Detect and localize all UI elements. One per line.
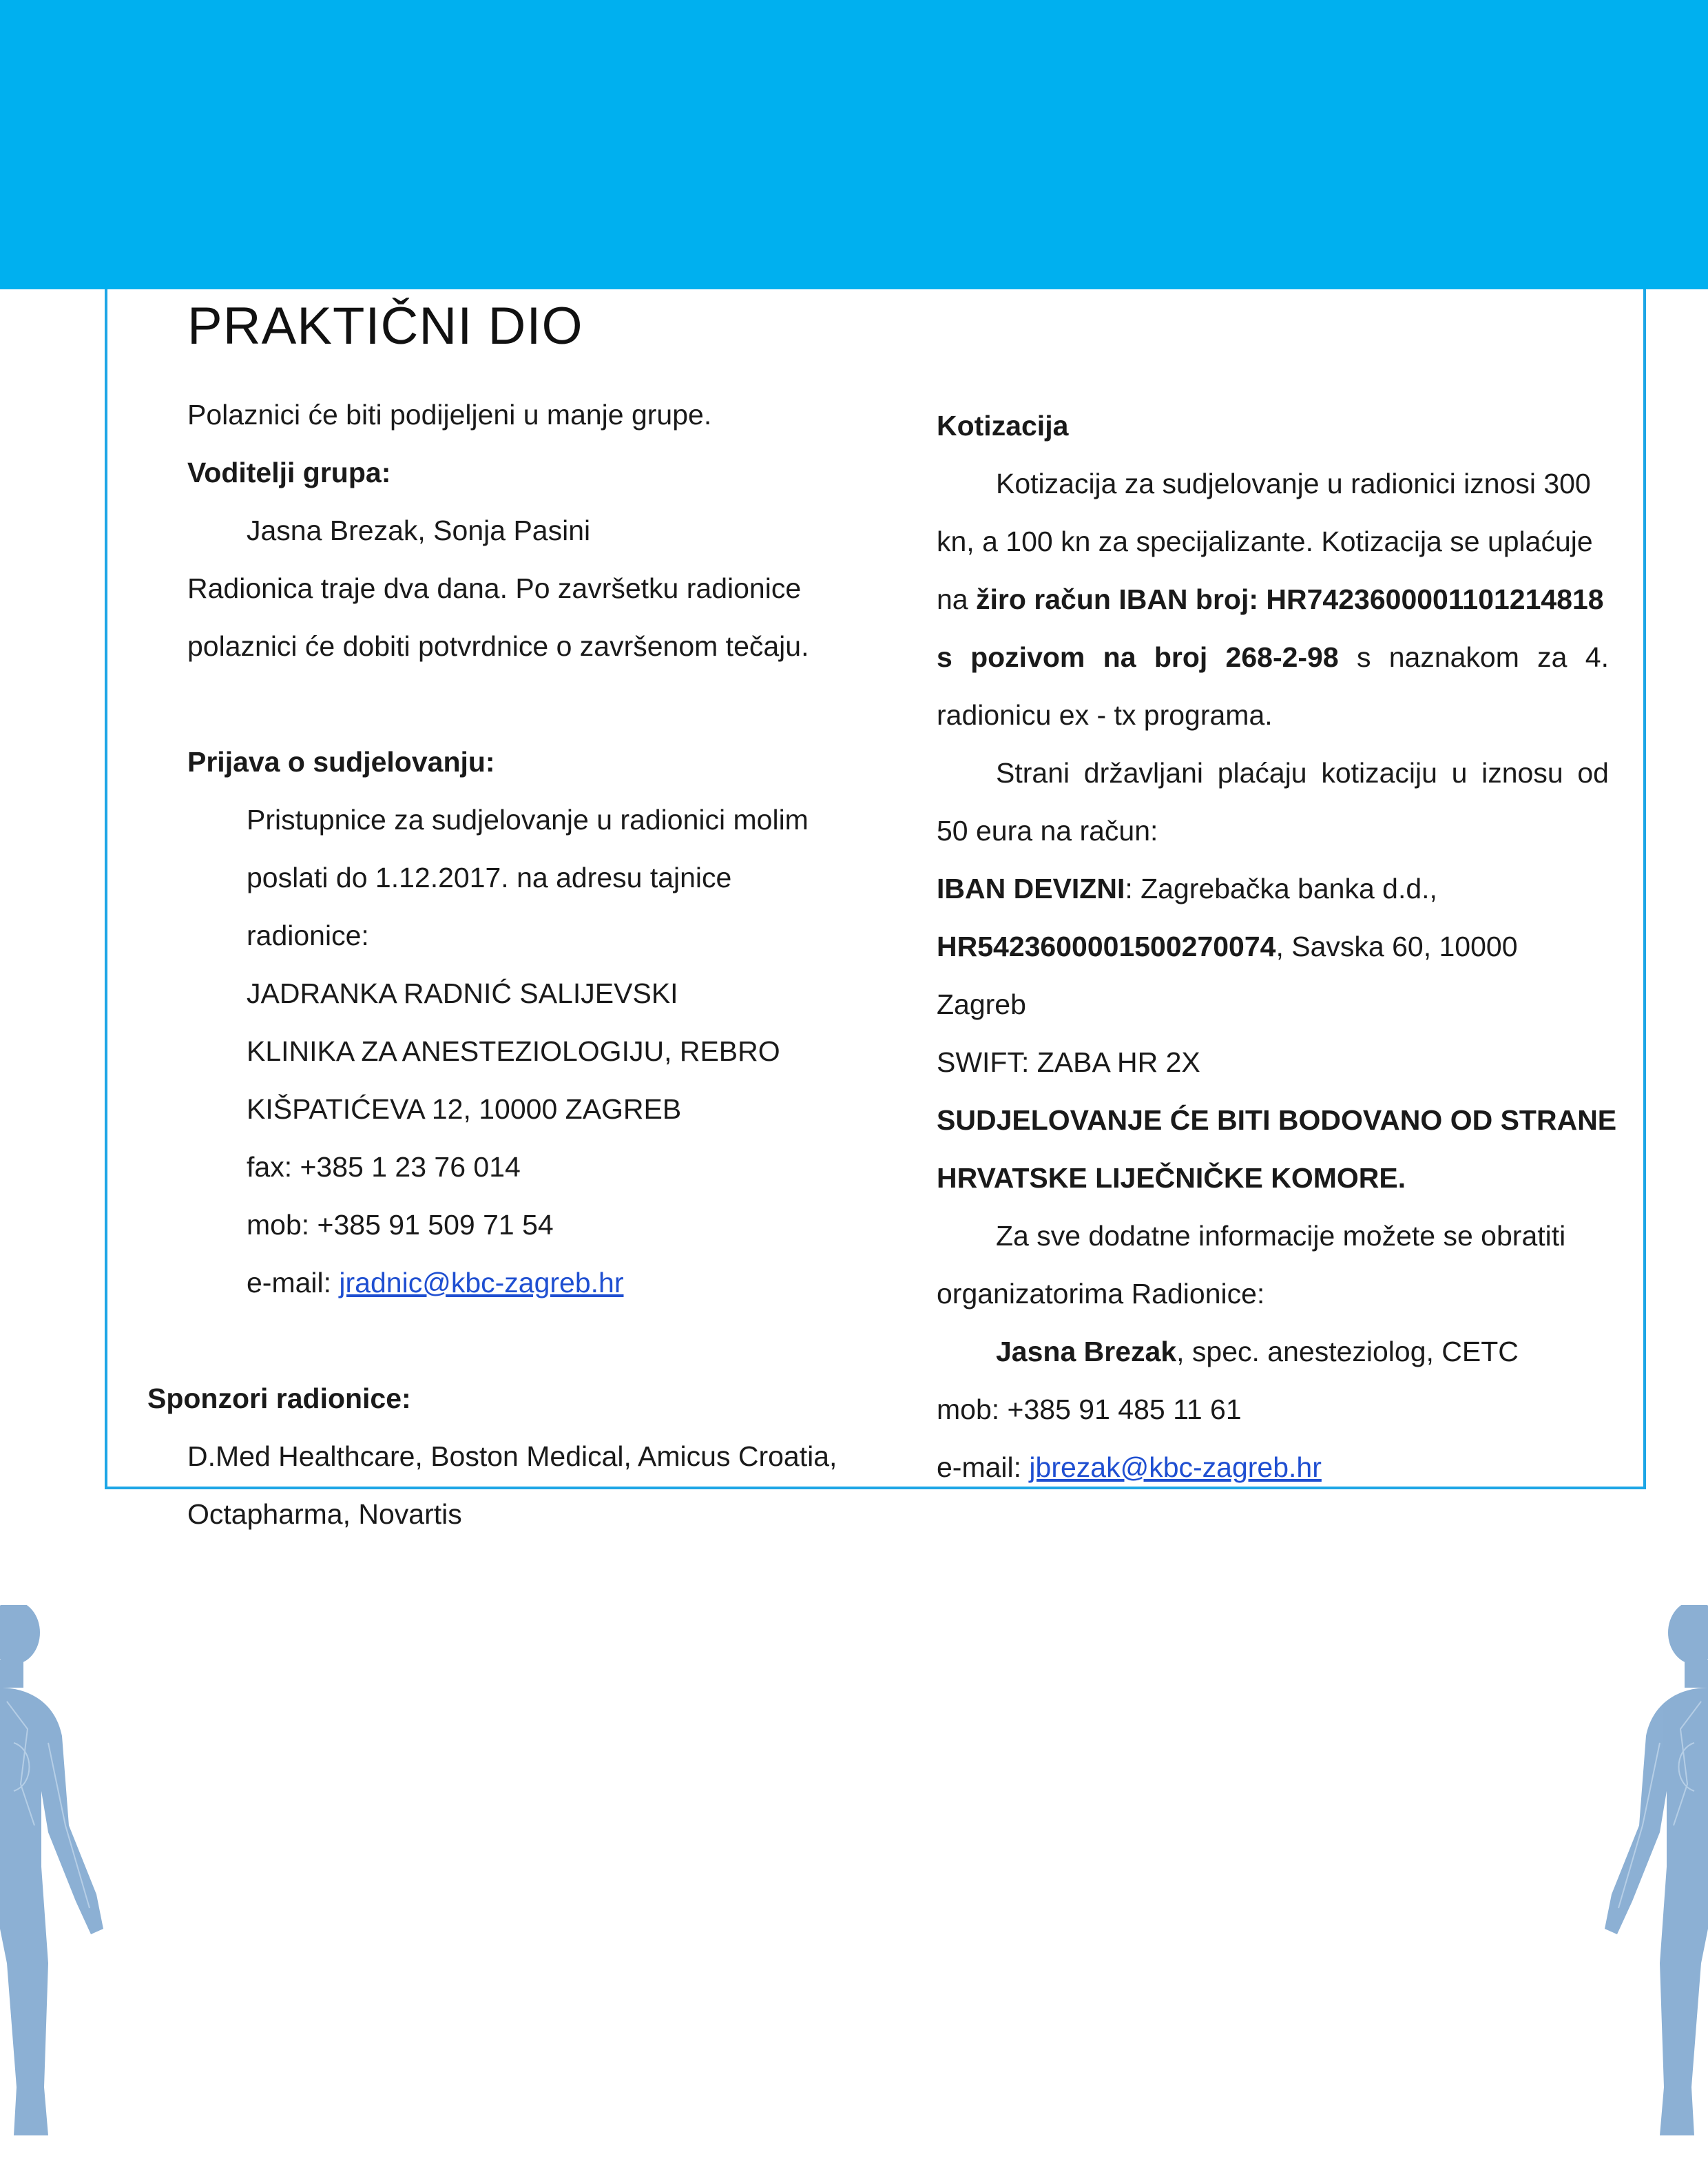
fee-word: s xyxy=(1356,641,1371,673)
iban-number-line xyxy=(937,918,1518,975)
info-line-1: Za sve dodatne informacije možete se obratiti xyxy=(996,1220,1566,1252)
sponsors-line-2: Octapharma, Novartis xyxy=(187,1498,462,1530)
contact-title: , spec. anesteziolog, CETC xyxy=(1176,1336,1519,1367)
duration-line-2: polaznici će dobiti potvrdnice o završenom tečaju. xyxy=(187,630,809,662)
leaders-names: Jasna Brezak, Sonja Pasini xyxy=(247,515,591,546)
email-label: e-mail: xyxy=(247,1267,340,1298)
foreign-word: u xyxy=(1451,757,1468,789)
registration-line-1: Pristupnice za sudjelovanje u radionici molim xyxy=(247,804,809,836)
intro-text: Polaznici će biti podijeljeni u manje grupe. xyxy=(187,399,712,431)
contact-line xyxy=(996,1323,1519,1380)
fee-line-3-prefix: na xyxy=(937,583,976,615)
info-line-2: organizatorima Radionice: xyxy=(937,1278,1265,1309)
fee-word: broj xyxy=(1154,641,1208,673)
foreign-line-1 xyxy=(996,744,1609,802)
human-body-figure-right xyxy=(1591,1605,1708,2142)
registration-line-2: poslati do 1.12.2017. na adresu tajnice xyxy=(247,862,732,893)
fee-line-3 xyxy=(937,570,1604,628)
mobile-number: mob: +385 91 509 71 54 xyxy=(247,1209,554,1241)
fee-line-4 xyxy=(937,628,1609,686)
human-body-figure-left xyxy=(0,1605,117,2142)
contact-mobile: mob: +385 91 485 11 61 xyxy=(937,1394,1242,1425)
clinic-name: KLINIKA ZA ANESTEZIOLOGIJU, REBRO xyxy=(247,1035,780,1067)
registration-email-line xyxy=(247,1254,624,1312)
contact-name: Jasna Brezak xyxy=(996,1336,1177,1367)
foreign-word: državljani xyxy=(1083,757,1203,789)
bank-address: , Savska 60, 10000 xyxy=(1275,931,1518,962)
foreign-word: kotizaciju xyxy=(1321,757,1437,789)
header-banner xyxy=(0,0,1708,289)
secretary-name: JADRANKA RADNIĆ SALIJEVSKI xyxy=(247,977,678,1009)
foreign-word: plaćaju xyxy=(1217,757,1307,789)
fee-word: za xyxy=(1537,641,1568,673)
foreign-word: iznosu xyxy=(1481,757,1563,789)
fee-line-2: kn, a 100 kn za specijalizante. Kotizacija se uplaćuje xyxy=(937,526,1593,557)
leaders-heading: Voditelji grupa: xyxy=(187,457,391,488)
fee-line-1: Kotizacija za sudjelovanje u radionici iznosi 300 xyxy=(996,468,1591,499)
email-label: e-mail: xyxy=(937,1451,1030,1483)
fee-word: 4. xyxy=(1585,641,1609,673)
fee-word: naznakom xyxy=(1388,641,1519,673)
bank-city: Zagreb xyxy=(937,988,1026,1020)
credits-line-1: SUDJELOVANJE ĆE BITI BODOVANO OD STRANE xyxy=(937,1104,1617,1136)
iban-account: žiro račun IBAN broj: HR7423600001101214818 xyxy=(976,583,1604,615)
page-title: PRAKTIČNI DIO xyxy=(187,297,583,355)
fee-word: na xyxy=(1103,641,1136,673)
registration-email-link[interactable]: jradnic@kbc-zagreb.hr xyxy=(339,1267,624,1298)
sponsors-heading: Sponzori radionice: xyxy=(147,1383,411,1414)
foreign-line-2: 50 eura na račun: xyxy=(937,815,1158,847)
reference-number: 268-2-98 xyxy=(1225,641,1339,673)
sponsors-line-1: D.Med Healthcare, Boston Medical, Amicus Croatia, xyxy=(187,1440,837,1472)
registration-line-3: radionice: xyxy=(247,920,369,951)
iban-foreign-label: IBAN DEVIZNI xyxy=(937,873,1125,904)
fax-number: fax: +385 1 23 76 014 xyxy=(247,1151,521,1183)
fee-heading: Kotizacija xyxy=(937,410,1069,442)
swift-code: SWIFT: ZABA HR 2X xyxy=(937,1046,1200,1078)
fee-word: s xyxy=(937,641,952,673)
contact-email-link[interactable]: jbrezak@kbc-zagreb.hr xyxy=(1029,1451,1322,1483)
iban-foreign-line xyxy=(937,860,1437,918)
clinic-address: KIŠPATIĆEVA 12, 10000 ZAGREB xyxy=(247,1093,682,1125)
duration-line-1: Radionica traje dva dana. Po završetku radionice xyxy=(187,572,802,604)
registration-heading: Prijava o sudjelovanju: xyxy=(187,746,495,778)
iban-bank-name: : Zagrebačka banka d.d., xyxy=(1125,873,1437,904)
iban-foreign-number: HR5423600001500270074 xyxy=(937,931,1276,962)
credits-line-2: HRVATSKE LIJEČNIČKE KOMORE. xyxy=(937,1162,1406,1194)
fee-line-5: radionicu ex - tx programa. xyxy=(937,699,1273,731)
fee-word: pozivom xyxy=(970,641,1085,673)
contact-email-line xyxy=(937,1438,1322,1496)
foreign-word: Strani xyxy=(996,757,1070,789)
foreign-word: od xyxy=(1577,757,1609,789)
